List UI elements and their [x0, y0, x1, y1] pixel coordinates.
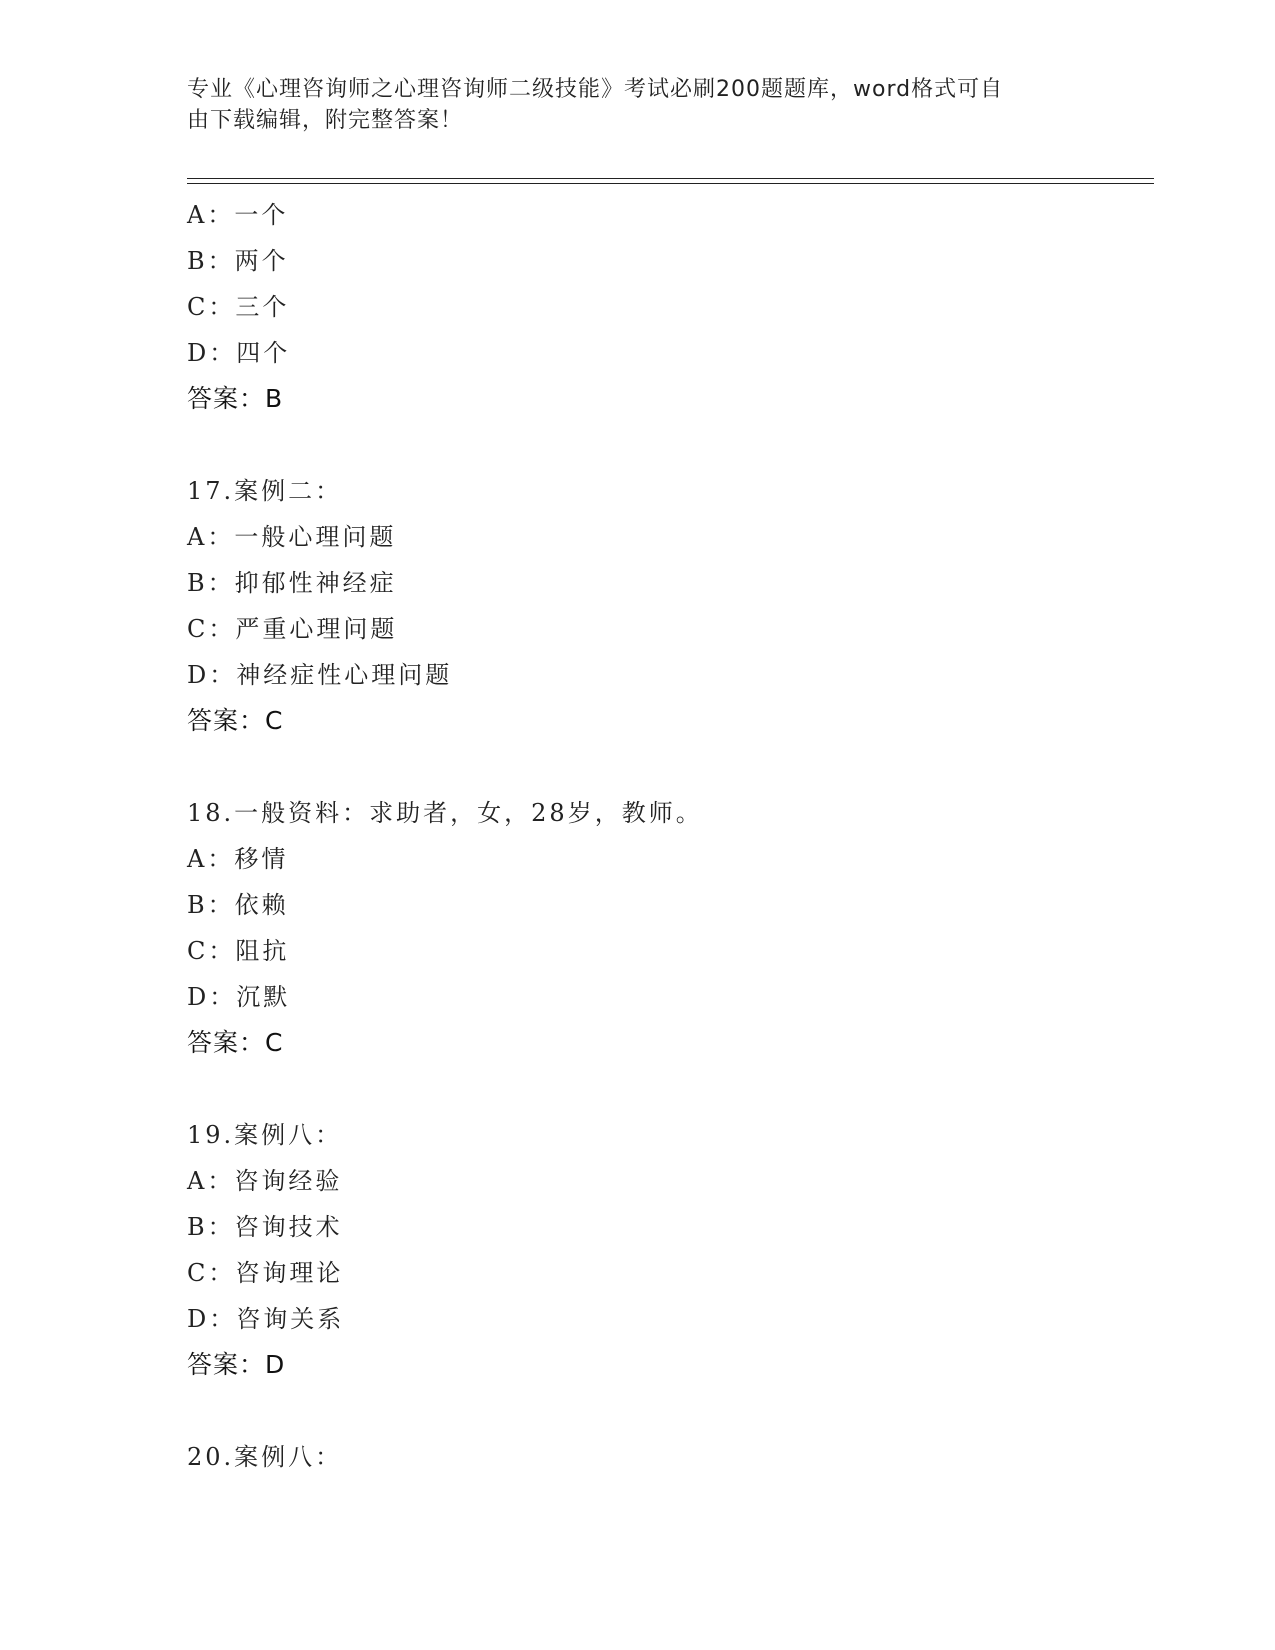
option-c: C：阻抗	[187, 937, 290, 965]
option-a: A：一个	[187, 201, 289, 229]
option-c: C：三个	[187, 293, 290, 321]
option-c: C：严重心理问题	[187, 615, 398, 643]
option-d: D：神经症性心理问题	[187, 661, 453, 689]
answer-line: 答案：C	[187, 706, 284, 735]
question-title: 18.一般资料：求助者，女，28岁，教师。	[187, 799, 703, 827]
option-c: C：咨询理论	[187, 1259, 344, 1287]
question-block	[187, 790, 1147, 1066]
option-d: D：咨询关系	[187, 1305, 345, 1333]
spacer	[187, 744, 1147, 790]
question-block	[187, 192, 1147, 422]
option-d: D：沉默	[187, 983, 291, 1011]
option-b: B：依赖	[187, 891, 289, 919]
option-a: A：移情	[187, 845, 289, 873]
answer-line: 答案：B	[187, 384, 284, 413]
header-line-1: 专业《心理咨询师之心理咨询师二级技能》考试必刷200题题库，word格式可自	[187, 77, 1004, 102]
question-block	[187, 1434, 1147, 1480]
question-list	[187, 192, 1147, 1480]
option-a: A：咨询经验	[187, 1167, 343, 1195]
answer-line: 答案：D	[187, 1350, 286, 1379]
question-title: 19.案例八：	[187, 1121, 343, 1149]
option-a: A：一般心理问题	[187, 523, 397, 551]
option-b: B：咨询技术	[187, 1213, 343, 1241]
option-d: D：四个	[187, 339, 291, 367]
spacer	[187, 422, 1147, 468]
spacer	[187, 1066, 1147, 1112]
question-title: 17.案例二：	[187, 477, 343, 505]
document-header	[187, 74, 1067, 136]
header-divider-bottom	[187, 183, 1154, 184]
question-block	[187, 468, 1147, 744]
question-block	[187, 1112, 1147, 1388]
header-line-2: 由下载编辑，附完整答案！	[187, 108, 464, 133]
spacer	[187, 1388, 1147, 1434]
question-title: 20.案例八：	[187, 1443, 343, 1471]
header-divider-top	[187, 178, 1154, 179]
option-b: B：抑郁性神经症	[187, 569, 397, 597]
option-b: B：两个	[187, 247, 289, 275]
answer-line: 答案：C	[187, 1028, 284, 1057]
